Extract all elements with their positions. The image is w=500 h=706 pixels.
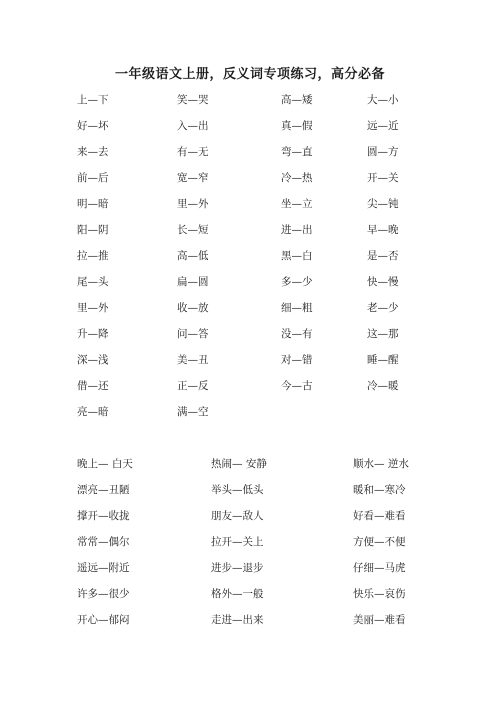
antonym-pair: 黑—白 — [281, 250, 313, 262]
antonym-pair: 正—反 — [177, 380, 209, 392]
antonym-pair: 进—出 — [281, 224, 313, 236]
antonym-pair: 远—近 — [367, 120, 399, 132]
antonym-pair: 里—外 — [177, 198, 209, 210]
antonym-pair: 方便—不便 — [353, 536, 406, 548]
antonym-pair: 坐—立 — [281, 198, 313, 210]
antonym-pair: 入—出 — [177, 120, 209, 132]
antonym-pair: 晚上— 白天 — [77, 458, 133, 470]
antonym-grid-double — [77, 456, 453, 638]
antonym-pair: 尾—头 — [77, 276, 109, 288]
antonym-pair: 明—暗 — [77, 198, 109, 210]
antonym-pair: 冷—暖 — [367, 380, 399, 392]
antonym-pair: 美—丑 — [177, 354, 209, 366]
antonym-pair: 好看—难看 — [353, 510, 406, 522]
antonym-pair: 暖和—寒冷 — [353, 484, 406, 496]
antonym-pair: 真—假 — [281, 120, 313, 132]
antonym-pair: 拉—推 — [77, 250, 109, 262]
antonym-pair: 圆—方 — [367, 146, 399, 158]
antonym-pair: 上—下 — [77, 94, 109, 106]
antonym-pair: 收—放 — [177, 302, 209, 314]
antonym-pair: 走进—出来 — [211, 614, 264, 626]
antonym-pair: 许多—很少 — [77, 588, 130, 600]
antonym-pair: 老—少 — [367, 302, 399, 314]
antonym-pair: 亮—暗 — [77, 406, 109, 418]
antonym-pair: 尖—钝 — [367, 198, 399, 210]
antonym-pair: 满—空 — [177, 406, 209, 418]
antonym-pair: 常常—偶尔 — [77, 536, 130, 548]
antonym-pair: 今—古 — [281, 380, 313, 392]
antonym-pair: 进步—退步 — [211, 562, 264, 574]
antonym-pair: 格外—一般 — [211, 588, 264, 600]
antonym-pair: 来—去 — [77, 146, 109, 158]
antonym-pair: 高—矮 — [281, 94, 313, 106]
antonym-pair: 开—关 — [367, 172, 399, 184]
antonym-pair: 睡—醒 — [367, 354, 399, 366]
antonym-pair: 里—外 — [77, 302, 109, 314]
antonym-pair: 漂亮—丑陋 — [77, 484, 130, 496]
antonym-pair: 前—后 — [77, 172, 109, 184]
antonym-pair: 快乐—哀伤 — [353, 588, 406, 600]
antonym-pair: 细—粗 — [281, 302, 313, 314]
antonym-pair: 问—答 — [177, 328, 209, 340]
page-title: 一年级语文上册，反义词专项练习，高分必备 — [114, 67, 385, 82]
antonym-pair: 好—坏 — [77, 120, 109, 132]
antonym-pair: 快—慢 — [367, 276, 399, 288]
antonym-pair: 没—有 — [281, 328, 313, 340]
antonym-pair: 拉开—关上 — [211, 536, 264, 548]
antonym-pair: 撑开—收拢 — [77, 510, 130, 522]
antonym-pair: 多—少 — [281, 276, 313, 288]
antonym-pair: 朋友—敌人 — [211, 510, 264, 522]
antonym-pair: 这—那 — [367, 328, 399, 340]
antonym-pair: 对—错 — [281, 354, 313, 366]
antonym-pair: 借—还 — [77, 380, 109, 392]
antonym-pair: 宽—窄 — [177, 172, 209, 184]
antonym-pair: 扁—圆 — [177, 276, 209, 288]
antonym-grid-single — [77, 92, 447, 430]
antonym-pair: 弯—直 — [281, 146, 313, 158]
antonym-pair: 高—低 — [177, 250, 209, 262]
antonym-pair: 仔细—马虎 — [353, 562, 406, 574]
antonym-pair: 有—无 — [177, 146, 209, 158]
antonym-pair: 美丽—难看 — [353, 614, 406, 626]
antonym-pair: 笑—哭 — [177, 94, 209, 106]
antonym-pair: 顺水— 逆水 — [353, 458, 409, 470]
antonym-pair: 升—降 — [77, 328, 109, 340]
antonym-pair: 阳—阴 — [77, 224, 109, 236]
antonym-pair: 长—短 — [177, 224, 209, 236]
antonym-pair: 早—晚 — [367, 224, 399, 236]
antonym-pair: 冷—热 — [281, 172, 313, 184]
antonym-pair: 开心—郁闷 — [77, 614, 130, 626]
antonym-pair: 大—小 — [367, 94, 399, 106]
antonym-pair: 是—否 — [367, 250, 399, 262]
antonym-pair: 深—浅 — [77, 354, 109, 366]
antonym-pair: 遥远—附近 — [77, 562, 130, 574]
antonym-pair: 热闹— 安静 — [211, 458, 267, 470]
antonym-pair: 举头—低头 — [211, 484, 264, 496]
